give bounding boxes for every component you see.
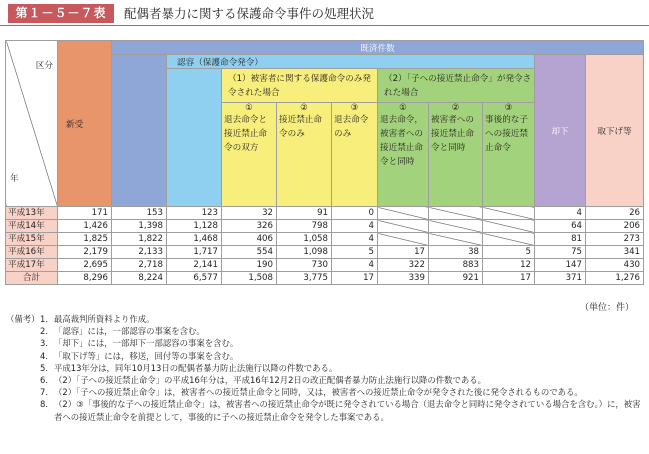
row-year: 平成14年	[6, 220, 58, 233]
total-approve: 6,577	[167, 272, 222, 285]
cell-done: 1,398	[112, 220, 167, 233]
header-rule	[0, 25, 649, 26]
cell-new: 1,825	[58, 233, 112, 246]
table-number-badge: 第１－５－７表	[8, 4, 114, 23]
cell-new: 1,426	[58, 220, 112, 233]
cell-withdraw: 273	[586, 233, 644, 246]
header-dismissed: 却下	[535, 55, 586, 207]
note-item: 3． 「却下」には，一部却下一部認容の事案を含む。	[40, 338, 239, 349]
cell-a2: 1,058	[277, 233, 332, 246]
cell-b1: 17	[378, 246, 429, 259]
table-row	[6, 220, 644, 233]
cell-a2: 798	[277, 220, 332, 233]
total-b3: 17	[483, 272, 535, 285]
note-item: 8． （2）③「事後的な子への接近禁止命令」は，被害者への接近禁止命令が既に発令されている場合（退去命令と同時に発令されている場合を含む。）に，被害者への接近禁止命令を前提として，事後的に子への接近禁止命令を発令した事案である。	[40, 399, 641, 422]
cell-b3-na	[483, 220, 535, 233]
subheader-2-1: ① 退去命令，被害者への接近禁止命令と同時	[378, 103, 429, 207]
header-group-child-order: （2）「子への接近禁止命令」が発令された場合	[378, 69, 535, 103]
header-approved: 認容（保護命令発令）	[167, 55, 535, 69]
corner-label-year: 年	[10, 174, 19, 184]
cell-b1-na	[378, 220, 429, 233]
cell-b3: 12	[483, 259, 535, 272]
note-item: （備考） 1． 最高裁判所資料より作成。	[6, 314, 155, 324]
cell-dismiss: 81	[535, 233, 586, 246]
cell-b1: 322	[378, 259, 429, 272]
cell-b2-na	[429, 220, 483, 233]
unit-label: （単位：件）	[580, 303, 635, 313]
note-item: 4． 「取下げ等」には，移送，回付等の事案を含む。	[40, 350, 239, 361]
corner-header-cell	[6, 41, 58, 207]
cell-b3: 5	[483, 246, 535, 259]
cell-a2: 730	[277, 259, 332, 272]
cell-withdraw: 206	[586, 220, 644, 233]
cell-withdraw: 341	[586, 246, 644, 259]
total-new: 8,296	[58, 272, 112, 285]
cell-b3-na	[483, 233, 535, 246]
total-b1: 339	[378, 272, 429, 285]
note-item: 5． 平成13年分は，同年10月13日の配偶者暴力防止法施行以降の件数である。	[40, 362, 338, 373]
cell-approve: 1,468	[167, 233, 222, 246]
cell-approve: 123	[167, 207, 222, 220]
cell-b2: 38	[429, 246, 483, 259]
cell-dismiss: 75	[535, 246, 586, 259]
note-item: 2． 「認容」には，一部認容の事案を含む。	[40, 326, 205, 337]
cell-dismiss: 64	[535, 220, 586, 233]
cell-done: 2,133	[112, 246, 167, 259]
total-withdraw: 1,276	[586, 272, 644, 285]
cell-a1: 554	[222, 246, 277, 259]
table-row	[6, 233, 644, 246]
cell-new: 2,695	[58, 259, 112, 272]
cell-done: 1,822	[112, 233, 167, 246]
cell-new: 2,179	[58, 246, 112, 259]
table-row	[6, 246, 644, 259]
protection-order-table	[5, 40, 644, 285]
cell-a2: 1,098	[277, 246, 332, 259]
row-year: 平成13年	[6, 207, 58, 220]
header-new-cases: 新受	[58, 41, 112, 207]
cell-a3: 4	[332, 259, 378, 272]
total-dismiss: 371	[535, 272, 586, 285]
cell-a2: 91	[277, 207, 332, 220]
total-row	[6, 272, 644, 285]
header-disposed-cases: 既済件数	[112, 41, 644, 55]
total-a3: 17	[332, 272, 378, 285]
cell-approve: 2,141	[167, 259, 222, 272]
cell-a3: 0	[332, 207, 378, 220]
note-item: 7． （2）「子への接近禁止命令」は，被害者への接近禁止命令と同時，又は，被害者への接近禁止命令が発令された後に発令されるものである。	[40, 387, 583, 398]
header-group-victim-only: （1）被害者に関する保護命令のみ発令された場合	[222, 69, 378, 103]
cell-b3-na	[483, 207, 535, 220]
cell-approve: 1,128	[167, 220, 222, 233]
row-year: 平成16年	[6, 246, 58, 259]
cell-done: 2,718	[112, 259, 167, 272]
cell-a3: 4	[332, 233, 378, 246]
note-item: 6． （2）「子への接近禁止命令」の平成16年分は，平成16年12月2日の改正配偶者暴力防止法施行以降の件数である。	[40, 375, 487, 386]
cell-a3: 4	[332, 220, 378, 233]
row-year: 平成17年	[6, 259, 58, 272]
cell-a1: 326	[222, 220, 277, 233]
cell-a1: 190	[222, 259, 277, 272]
corner-label-category: 区分	[35, 61, 53, 71]
header-disposed-total-blank	[112, 55, 167, 207]
cell-approve: 1,717	[167, 246, 222, 259]
cell-b2-na	[429, 233, 483, 246]
cell-dismiss: 147	[535, 259, 586, 272]
total-a2: 3,775	[277, 272, 332, 285]
header-approved-total-blank	[167, 69, 222, 207]
cell-b1-na	[378, 207, 429, 220]
cell-dismiss: 4	[535, 207, 586, 220]
subheader-1-2: ② 接近禁止命令のみ	[277, 103, 332, 207]
page-title: 配偶者暴力に関する保護命令事件の処理状況	[124, 6, 375, 21]
table-row	[6, 259, 644, 272]
total-label: 合計	[6, 272, 58, 285]
cell-done: 153	[112, 207, 167, 220]
cell-a3: 5	[332, 246, 378, 259]
cell-a1: 406	[222, 233, 277, 246]
cell-a1: 32	[222, 207, 277, 220]
cell-withdraw: 430	[586, 259, 644, 272]
cell-withdraw: 26	[586, 207, 644, 220]
cell-b2: 883	[429, 259, 483, 272]
header-withdrawn: 取下げ等	[586, 55, 644, 207]
subheader-2-2: ② 被害者への接近禁止命令と同時	[429, 103, 483, 207]
subheader-2-3: ③ 事後的な子への接近禁止命令	[483, 103, 535, 207]
subheader-1-3: ③ 退去命令のみ	[332, 103, 378, 207]
total-b2: 921	[429, 272, 483, 285]
cell-new: 171	[58, 207, 112, 220]
notes-section	[6, 313, 646, 423]
header-bar	[0, 0, 649, 26]
notes-label: （備考）	[6, 314, 40, 324]
total-done: 8,224	[112, 272, 167, 285]
subheader-1-1: ① 退去命令と接近禁止命令の双方	[222, 103, 277, 207]
row-year: 平成15年	[6, 233, 58, 246]
table-row	[6, 207, 644, 220]
cell-b2-na	[429, 207, 483, 220]
cell-b1-na	[378, 233, 429, 246]
total-a1: 1,508	[222, 272, 277, 285]
